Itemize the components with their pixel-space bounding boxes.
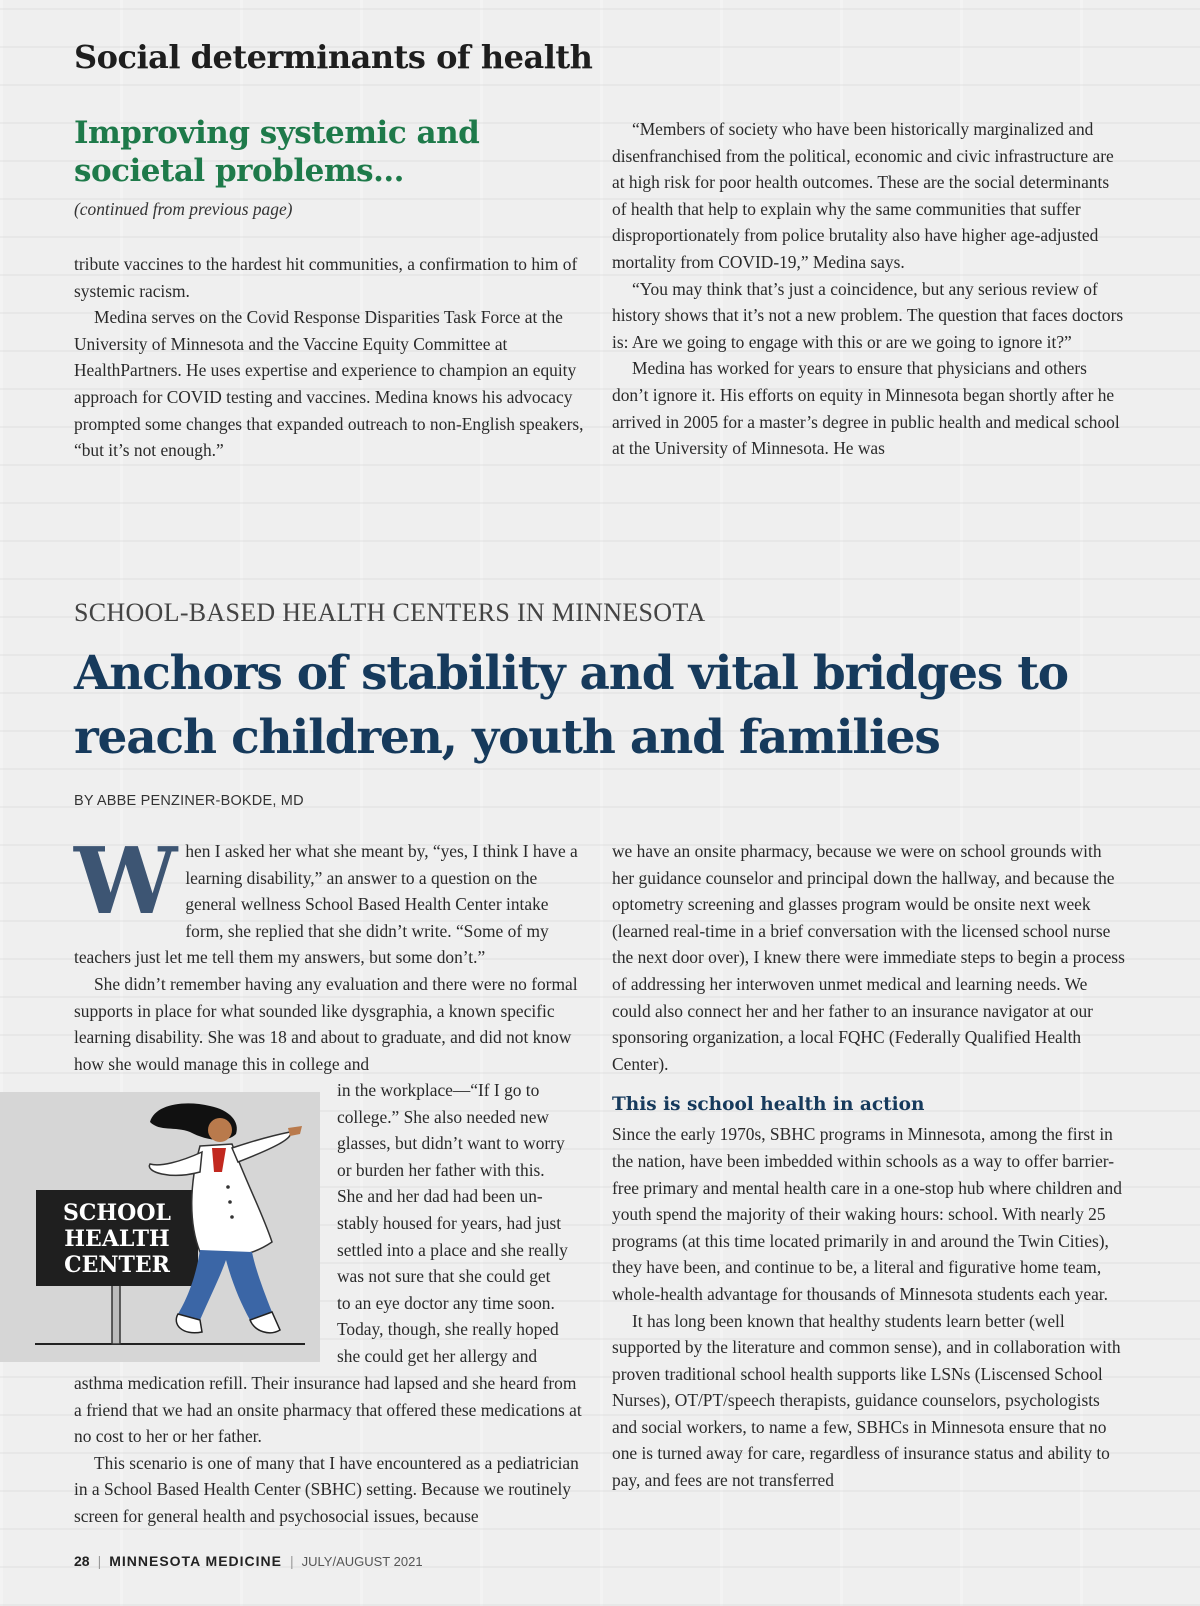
wrap-line: to an eye doctor any time soon. <box>337 1292 555 1313</box>
wrap-line: college.” She also needed new <box>337 1106 549 1127</box>
paragraph: Medina has worked for years to ensure that physicians and others don’t ignore it. His efforts on equity in Minnesota began shortly after he arrived in 2005 for a master’s degree in public health and medical school at the University of Minnesota. He was <box>612 358 1120 459</box>
issue-date: JULY/AUGUST 2021 <box>301 1554 423 1569</box>
paragraph: This scenario is one of many that I have encountered as a pediatrician in a School Based Health Center (SBHC) setting. Because we routinely screen for general health and psychosocial issues, because <box>74 1452 579 1526</box>
article-kicker: SCHOOL-BASED HEALTH CENTERS IN MINNESOTA <box>74 598 706 627</box>
page-number: 28 <box>74 1553 90 1569</box>
paragraph: tribute vaccines to the hardest hit communities, a confirmation to him of systemic racism. <box>74 254 578 301</box>
subhead: This is school health in action <box>612 1094 925 1116</box>
magazine-name: MINNESOTA MEDICINE <box>109 1553 282 1569</box>
paragraph: “Members of society who have been historically marginalized and disenfranchised from the political, economic and civic infrastructure are at high risk for poor health outcomes. These are the social determinants of health that help to explain why the same communities that suffer disproportionately from police brutality also have higher age-adjusted mortality from COVID-19,” Medina says. <box>612 119 1114 272</box>
wrap-line: was not sure that she could get <box>337 1266 551 1287</box>
paragraph: It has long been known that healthy students learn better (well supported by the literature and common sense), and in collaboration with proven traditional school health supports like LSNs (Liscensed School Nurses), OT/PT/speech therapists, guidance counselors, psychologists and social workers, to name a few, SBHCs in Minnesota ensure that no one is turned away for care, regardless of insurance status and ability to pay, and fees are not transferred <box>612 1310 1121 1491</box>
wrap-line: settled into a place and she really <box>337 1239 568 1260</box>
paragraph: we have an onsite pharmacy, because we were on school grounds with her guidance counselor and principal down the hallway, and because the optometry screening and glasses program would be onsite next week (learned real-time in a brief conversation with the licensed school nurse the next door over), I knew there were immediate steps to begin a process of addressing her interwoven unmet medical and learning needs. We could also connect her and her father to an insurance navigator at our sponsoring organization, a local FQHC (Federally Qualified Health Center). <box>612 841 1125 1074</box>
doctor-illustration-icon <box>0 1092 320 1362</box>
section-title: Social determinants of health <box>74 38 593 76</box>
school-health-center-illustration <box>0 1092 320 1362</box>
lead-paragraph <box>74 827 586 971</box>
continued-right-column <box>612 116 1126 462</box>
article-left-column-bottom <box>74 1370 586 1530</box>
paragraph: Medina serves on the Covid Response Disparities Task Force at the University of Minnesota and the Vaccine Equity Committee at HealthPartners. He uses expertise and experience to champion an equity approach for COVID testing and vaccines. Medina knows his advocacy prompted some changes that expanded outreach to non-English speakers, “but it’s not enough.” <box>74 307 584 461</box>
lead-paragraph-text: hen I asked her what she meant by, “yes, I think I have a learning disability,” an answer to a question on the general wellness School Based Health Center intake form, she replied that she didn’t write. “Some of my teachers just let me tell them my answers, but some don’t.” <box>74 841 578 968</box>
page-footer: 28 | MINNESOTA MEDICINE | JULY/AUGUST 2021 <box>74 1553 423 1569</box>
article-left-column-top <box>74 827 586 1077</box>
continued-note: (continued from previous page) <box>74 199 293 219</box>
paragraph: She didn’t remember having any evaluation and there were no formal supports in place for what sounded like dysgraphia, a known specific learning disability. She was 18 and about to graduate, and did not know how she would manage this in college and <box>74 973 578 1074</box>
wrap-line: Today, though, she really hoped <box>337 1319 559 1340</box>
wrap-line: she could get her allergy and <box>337 1345 538 1366</box>
sign-line: SCHOOL <box>63 1200 171 1226</box>
wrap-line: She and her dad had been un- <box>337 1186 543 1207</box>
article-right-column <box>612 838 1126 1494</box>
wrapped-text <box>337 1077 597 1370</box>
wrap-line: in the workplace—“If I go to <box>337 1080 540 1100</box>
article-headline: Anchors of stability and vital bridges to reach children, youth and families <box>74 646 1068 765</box>
continued-heading: Improving systemic and societal problems... <box>74 115 480 189</box>
sign-line: HEALTH <box>64 1226 170 1252</box>
wrap-line: stably housed for years, had just <box>337 1212 562 1233</box>
wrap-line: glasses, but didn’t want to worry <box>337 1133 565 1154</box>
paragraph: “You may think that’s just a coincidence, but any serious review of history shows that it’s not a new problem. The question that faces doctors is: Are we going to engage with this or are we going to ignore it?” <box>612 278 1124 352</box>
drop-cap: W <box>74 827 178 935</box>
continued-left-column <box>74 251 586 464</box>
article-byline: BY ABBE PENZINER-BOKDE, MD <box>74 793 304 809</box>
wrap-line: or burden her father with this. <box>337 1159 545 1180</box>
paragraph: Since the early 1970s, SBHC programs in Minnesota, among the first in the nation, have been imbedded within schools as a way to offer barrier-free primary and mental health care in a one-stop hub where children and youth spend the majority of their waking hours: school. With nearly 25 programs (at this time located primarily in and around the Twin Cities), they have been, and continue to be, a literal and figurative home team, whole-health advantage for thousands of Minnesota students each year. <box>612 1124 1122 1304</box>
sign-line: CENTER <box>64 1252 170 1278</box>
paragraph: asthma medication refill. Their insurance had lapsed and she heard from a friend that we had an onsite pharmacy that offered these medications at no cost to her or her father. <box>74 1373 582 1447</box>
